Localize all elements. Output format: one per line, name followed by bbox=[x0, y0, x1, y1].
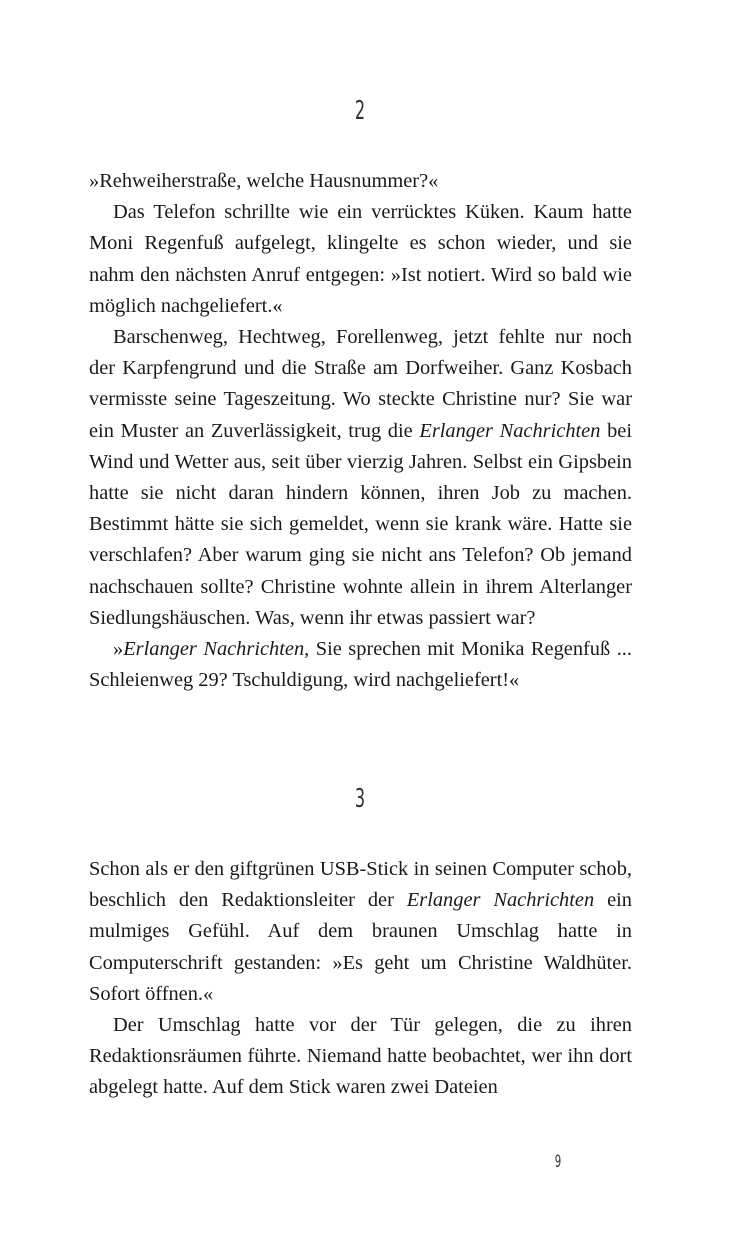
paragraph-text: Das Telefon schrillte wie ein verrücktes Küken. Kaum hatte Moni Regenfuß aufgelegt, klingelte es schon wieder, und sie nahm den nächsten Anruf entgegen: »Ist notiert. Wird so bald wie möglich nachgeliefert.« bbox=[89, 201, 632, 317]
paragraph-text: Barschenweg, Hechtweg, Forellenweg, jetzt fehlte nur noch der Karpfengrund und die Straße am Dorfweiher. Ganz Kosbach vermisste seine Tageszeitung. Wo steckte Christine nur? Sie war ein Muster an Zuverlässigkeit, trug die bbox=[89, 326, 632, 442]
newspaper-title: Erlanger Nachrichten bbox=[419, 419, 601, 442]
paragraph-text: »Rehweiherstraße, welche Hausnummer?« bbox=[89, 170, 439, 192]
chapter-2-number: 2 bbox=[354, 96, 366, 126]
paragraph-text: ein mulmiges Gefühl. Auf dem braunen Umschlag hatte in Computerschrift gestanden: »Es geht um Christine Waldhüter. Sofort öffnen.« bbox=[89, 889, 632, 1005]
paragraph bbox=[89, 854, 632, 1010]
paragraph-text: Der Umschlag hatte vor der Tür gelegen, die zu ihren Redaktionsräumen führte. Niemand hatte beobachtet, wer ihn dort abgelegt hatte. Auf dem Stick waren zwei Dateien bbox=[89, 1014, 632, 1099]
paragraph bbox=[89, 197, 632, 322]
paragraph-text: Schon als er den giftgrünen USB-Stick in seinen Computer schob, beschlich den Redaktionsleiter der bbox=[89, 858, 632, 912]
newspaper-title: Erlanger Nachrichten bbox=[123, 638, 305, 661]
page-number: 9 bbox=[554, 1152, 562, 1172]
paragraph bbox=[89, 1010, 632, 1104]
chapter-2-text bbox=[89, 166, 632, 696]
paragraph-text: bei Wind und Wetter aus, seit über vierzig Jahren. Selbst ein Gipsbein hatte sie nicht daran hindern können, ihren Job zu machen. Bestimmt hätte sie sich gemeldet, wenn sie krank wäre. Hatte sie verschlafen? Aber warum ging sie nicht ans Telefon? Ob jemand nachschauen sollte? Christine wohnte allein in ihrem Alterlanger Siedlungshäuschen. Was, wenn ihr etwas passiert war? bbox=[89, 419, 632, 629]
chapter-3-text bbox=[89, 854, 632, 1104]
paragraph bbox=[89, 634, 632, 696]
newspaper-title: Erlanger Nachrichten bbox=[406, 889, 595, 912]
paragraph-text: , Sie sprechen mit Monika Regenfuß ... Schleienweg 29? Tschuldigung, wird nachgeliefert!« bbox=[89, 638, 632, 692]
paragraph bbox=[89, 166, 632, 197]
chapter-3-number: 3 bbox=[354, 784, 366, 814]
paragraph-text: » bbox=[113, 638, 124, 661]
paragraph bbox=[89, 322, 632, 634]
